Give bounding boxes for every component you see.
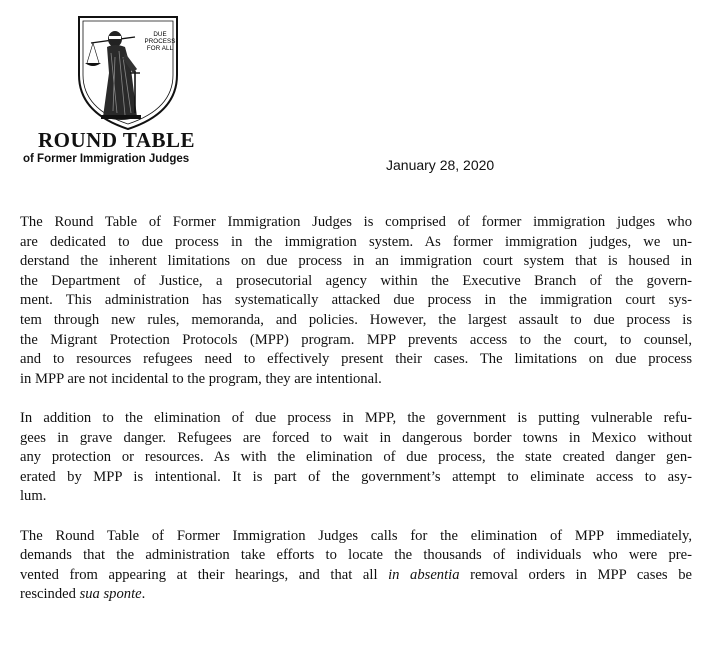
- paragraph-line-with-italic: [20, 566, 692, 586]
- paragraph-line: any protection or resources. As with the elimination of due process, the state created danger gen-: [20, 449, 692, 466]
- paragraph-line: and to resources refugees need to effectively present their cases. The limitations on due process: [20, 351, 692, 368]
- paragraph-2: [20, 409, 692, 507]
- paragraph-line: are dedicated to due process in the immigration system. As former immigration judges, we un-: [20, 233, 692, 250]
- organization-name: ROUND TABLE: [38, 128, 196, 152]
- paragraph-line: in MPP are not incidental to the program, they are intentional.: [20, 370, 382, 387]
- text-run: rescinded: [20, 586, 80, 603]
- letter-date: January 28, 2020: [386, 157, 495, 173]
- paragraph-line: the Migrant Protection Protocols (MPP) program. MPP prevents access to the court, to counsel,: [20, 331, 692, 348]
- seal-motto: [143, 31, 177, 52]
- paragraph-line-with-italic: [20, 585, 692, 605]
- paragraph-line: ment. This administration has systematically attacked due process in the immigration court sys-: [20, 292, 692, 309]
- statement-body: [20, 213, 692, 624]
- paragraph-3: [20, 527, 692, 605]
- paragraph-1: [20, 213, 692, 389]
- organization-subtitle: of Former Immigration Judges: [23, 153, 190, 165]
- text-run: vented from appearing at their hearings, and that all: [20, 566, 389, 583]
- seal-motto-line-2: PROCESS: [144, 38, 176, 45]
- text-run: .: [141, 586, 146, 603]
- italic-term-in-absentia: in absentia: [388, 566, 460, 583]
- text-run: removal orders in MPP cases be: [459, 566, 692, 583]
- lady-justice-seal-icon: [73, 13, 183, 133]
- paragraph-line: In addition to the elimination of due process in MPP, the government is putting vulnerable refu-: [20, 409, 692, 426]
- paragraph-line: derstand the inherent limitations on due process in an immigration court system that is housed in: [20, 253, 692, 270]
- paragraph-line: lum.: [20, 488, 47, 505]
- paragraph-line: The Round Table of Former Immigration Judges calls for the elimination of MPP immediately,: [20, 527, 692, 544]
- organization-logo: [20, 10, 220, 170]
- paragraph-line: The Round Table of Former Immigration Judges is comprised of former immigration judges who: [20, 214, 692, 230]
- paragraph-line: demands that the administration take efforts to locate the thousands of individuals who were pre-: [20, 547, 692, 564]
- paragraph-line: gees in grave danger. Refugees are forced to wait in dangerous border towns in Mexico without: [20, 429, 692, 446]
- italic-term-sua-sponte: sua sponte: [79, 586, 142, 603]
- seal-motto-line-1: DUE: [153, 31, 167, 38]
- seal-motto-line-3: FOR ALL: [146, 45, 174, 52]
- paragraph-line: the Department of Justice, a prosecutorial agency within the Executive Branch of the govern-: [20, 272, 692, 289]
- paragraph-line: tem through new rules, memoranda, and policies. However, the largest assault to due process is: [20, 311, 692, 328]
- paragraph-line: erated by MPP is intentional. It is part of the government’s attempt to eliminate access to asy-: [20, 468, 692, 485]
